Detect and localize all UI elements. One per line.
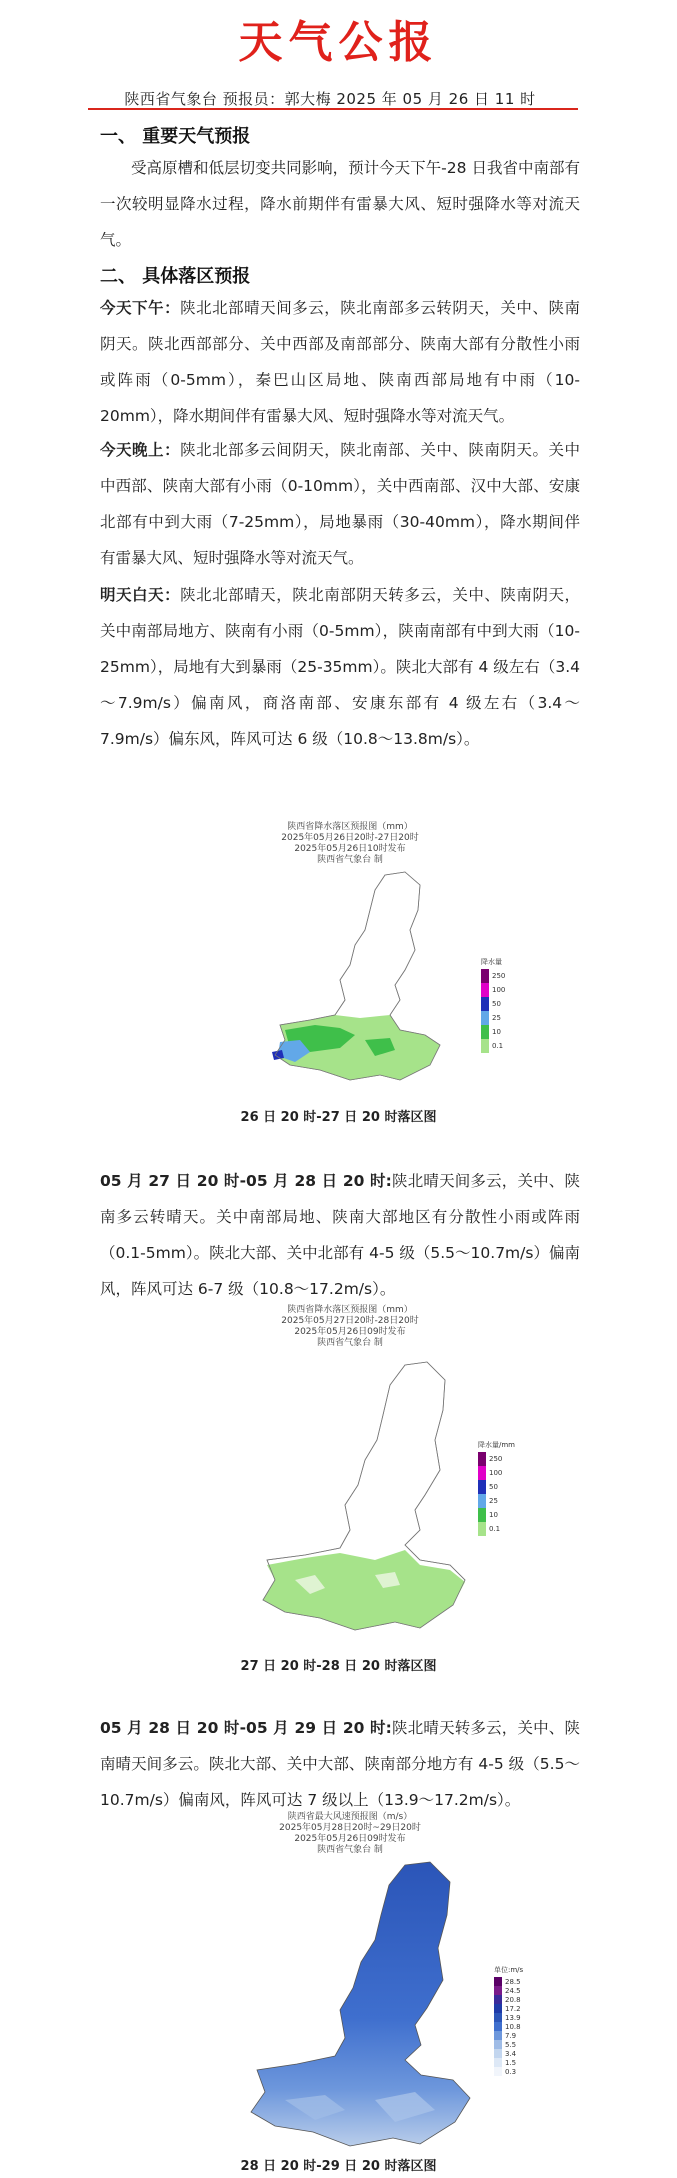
- legend-title: 单位:m/s: [494, 1966, 524, 1974]
- forecast-tonight: [100, 432, 580, 576]
- legend-label: 0.1: [492, 1042, 504, 1050]
- section2-heading: 二、 具体落区预报: [100, 266, 251, 287]
- legend-title: 降水量/mm: [478, 1441, 515, 1449]
- issuer-info: 陕西省气象台 预报员：郭大梅 2025 年 05 月 26 日 11 时: [124, 90, 536, 108]
- period3-label: 05 月 28 日 20 时-05 月 29 日 20 时:: [100, 1719, 392, 1737]
- section1-heading: 一、 重要天气预报: [100, 126, 251, 147]
- legend-label: 50: [489, 1483, 498, 1491]
- period2-label: 05 月 27 日 20 时-05 月 28 日 20 时:: [100, 1172, 392, 1190]
- legend-label: 0.1: [489, 1525, 501, 1533]
- legend-item: [494, 2049, 523, 2058]
- legend-label: 24.5: [505, 1986, 521, 1995]
- legend-label: 17.2: [505, 2004, 521, 2013]
- forecast-period3: [100, 1710, 580, 1818]
- legend-label: 100: [489, 1469, 503, 1477]
- period2-text: 陕北晴天间多云，关中、陕南多云转晴天。关中南部局地、陕南大部地区有分散性小雨或阵雨（0.1-5mm）。陕北大部、关中北部有 4-5 级（5.5～10.7m/s）偏南风，阵风可达 6-7 级（10.8～17.2m/s）。: [100, 1172, 580, 1298]
- map2-precipitation-map: [255, 1360, 475, 1640]
- map1-title-line: 2025年05月26日10时发布: [294, 844, 406, 854]
- section1-text: 受高原槽和低层切变共同影响，预计今天下午-28 日我省中南部有一次较明显降水过程，降水前期伴有雷暴大风、短时强降水等对流天气。: [100, 159, 580, 249]
- map1-caption: 26 日 20 时-27 日 20 时落区图: [240, 1110, 437, 1125]
- map1-title-line: 陕西省气象台 制: [317, 855, 383, 865]
- legend-label: 10: [492, 1028, 501, 1036]
- legend-item: [494, 2067, 523, 2076]
- tonight-label: 今天晚上：: [100, 441, 181, 459]
- map2-title-line: 2025年05月26日09时发布: [294, 1327, 406, 1337]
- legend-item: [481, 983, 505, 997]
- bulletin-title: 天气公报: [238, 17, 439, 68]
- legend-label: 3.4: [505, 2049, 517, 2058]
- header-divider: [88, 108, 578, 110]
- tomorrow-text: 陕北北部晴天，陕北南部阴天转多云，关中、陕南阴天，关中南部局地方、陕南有小雨（0-5mm），陕南南部有中到大雨（10-25mm），局地有大到暴雨（25-35mm）。陕北大部有 4 级左右（3.4～7.9m/s）偏南风，商洛南部、安康东部有 4 级左右（3.4～7.9m/s）偏东风，阵风可达 6 级（10.8～13.8m/s）。: [100, 586, 580, 748]
- legend-label: 0.3: [505, 2067, 517, 2076]
- legend-item: [481, 1011, 505, 1025]
- forecast-afternoon: [100, 290, 580, 434]
- map2-legend: [478, 1440, 515, 1536]
- legend-label: 28.5: [505, 1977, 521, 1986]
- afternoon-text: 陕北北部晴天间多云，陕北南部多云转阴天，关中、陕南阴天。陕北西部部分、关中西部及南部部分、陕南大部有分散性小雨或阵雨（0-5mm），秦巴山区局地、陕南西部局地有中雨（10-20mm），降水期间伴有雷暴大风、短时强降水等对流天气。: [100, 299, 580, 425]
- legend-item: [481, 1025, 505, 1039]
- map3-title-line: 2025年05月26日09时发布: [294, 1834, 406, 1844]
- legend-item: [478, 1522, 515, 1536]
- legend-item: [494, 2004, 523, 2013]
- legend-label: 100: [492, 986, 506, 994]
- tomorrow-label: 明天白天：: [100, 586, 181, 604]
- legend-item: [481, 1039, 505, 1053]
- legend-label: 10.8: [505, 2022, 521, 2031]
- legend-item: [478, 1480, 515, 1494]
- period3-text: 陕北晴天转多云，关中、陕南晴天间多云。陕北大部、关中大部、陕南部分地方有 4-5 级（5.5～10.7m/s）偏南风，阵风可达 7 级以上（13.9～17.2m/s）。: [100, 1719, 580, 1809]
- afternoon-label: 今天下午：: [100, 299, 181, 317]
- map3-title-block: [240, 1812, 460, 1856]
- legend-title: 降水量: [481, 958, 502, 966]
- legend-label: 10: [489, 1511, 498, 1519]
- legend-label: 25: [489, 1497, 498, 1505]
- legend-item: [481, 969, 505, 983]
- legend-item: [478, 1466, 515, 1480]
- legend-label: 25: [492, 1014, 501, 1022]
- map3-title-line: 陕西省气象台 制: [317, 1845, 383, 1855]
- legend-item: [478, 1508, 515, 1522]
- map1-title-line: 陕西省降水落区预报图（mm）: [287, 822, 413, 832]
- map3-caption: 28 日 20 时-29 日 20 时落区图: [240, 2159, 437, 2174]
- legend-item: [494, 2058, 523, 2067]
- legend-label: 50: [492, 1000, 501, 1008]
- map3-wind-speed-map: [245, 1860, 485, 2150]
- legend-item: [494, 1995, 523, 2004]
- legend-item: [494, 1986, 523, 1995]
- legend-item: [478, 1494, 515, 1508]
- legend-label: 7.9: [505, 2031, 517, 2040]
- legend-label: 20.8: [505, 1995, 521, 2004]
- legend-item: [494, 2022, 523, 2031]
- map3-title-line: 2025年05月28日20时~29日20时: [279, 1823, 421, 1833]
- legend-item: [494, 1977, 523, 1986]
- forecast-tomorrow: [100, 577, 580, 757]
- forecast-period2: [100, 1163, 580, 1307]
- map2-title-line: 陕西省气象台 制: [317, 1338, 383, 1348]
- map1-title-line: 2025年05月26日20时-27日20时: [281, 833, 419, 843]
- legend-label: 5.5: [505, 2040, 517, 2049]
- legend-item: [481, 997, 505, 1011]
- legend-item: [494, 2040, 523, 2049]
- map1-title-block: [240, 822, 460, 866]
- legend-item: [494, 2013, 523, 2022]
- legend-label: 250: [489, 1455, 503, 1463]
- map3-title-line: 陕西省最大风速预报图（m/s）: [287, 1812, 413, 1822]
- legend-item: [494, 2031, 523, 2040]
- legend-label: 13.9: [505, 2013, 521, 2022]
- map2-title-block: [240, 1305, 460, 1349]
- map1-legend: [481, 957, 505, 1053]
- map1-precipitation-map: [270, 870, 470, 1090]
- map3-legend: [494, 1965, 523, 2076]
- map2-title-line: 陕西省降水落区预报图（mm）: [287, 1305, 413, 1315]
- map2-title-line: 2025年05月27日20时-28日20时: [281, 1316, 419, 1326]
- map2-caption: 27 日 20 时-28 日 20 时落区图: [240, 1659, 437, 1674]
- legend-label: 250: [492, 972, 506, 980]
- legend-item: [478, 1452, 515, 1466]
- tonight-text: 陕北北部多云间阴天，陕北南部、关中、陕南阴天。关中中西部、陕南大部有小雨（0-10mm），关中西南部、汉中大部、安康北部有中到大雨（7-25mm），局地暴雨（30-40mm），降水期间伴有雷暴大风、短时强降水等对流天气。: [100, 441, 580, 567]
- legend-label: 1.5: [505, 2058, 517, 2067]
